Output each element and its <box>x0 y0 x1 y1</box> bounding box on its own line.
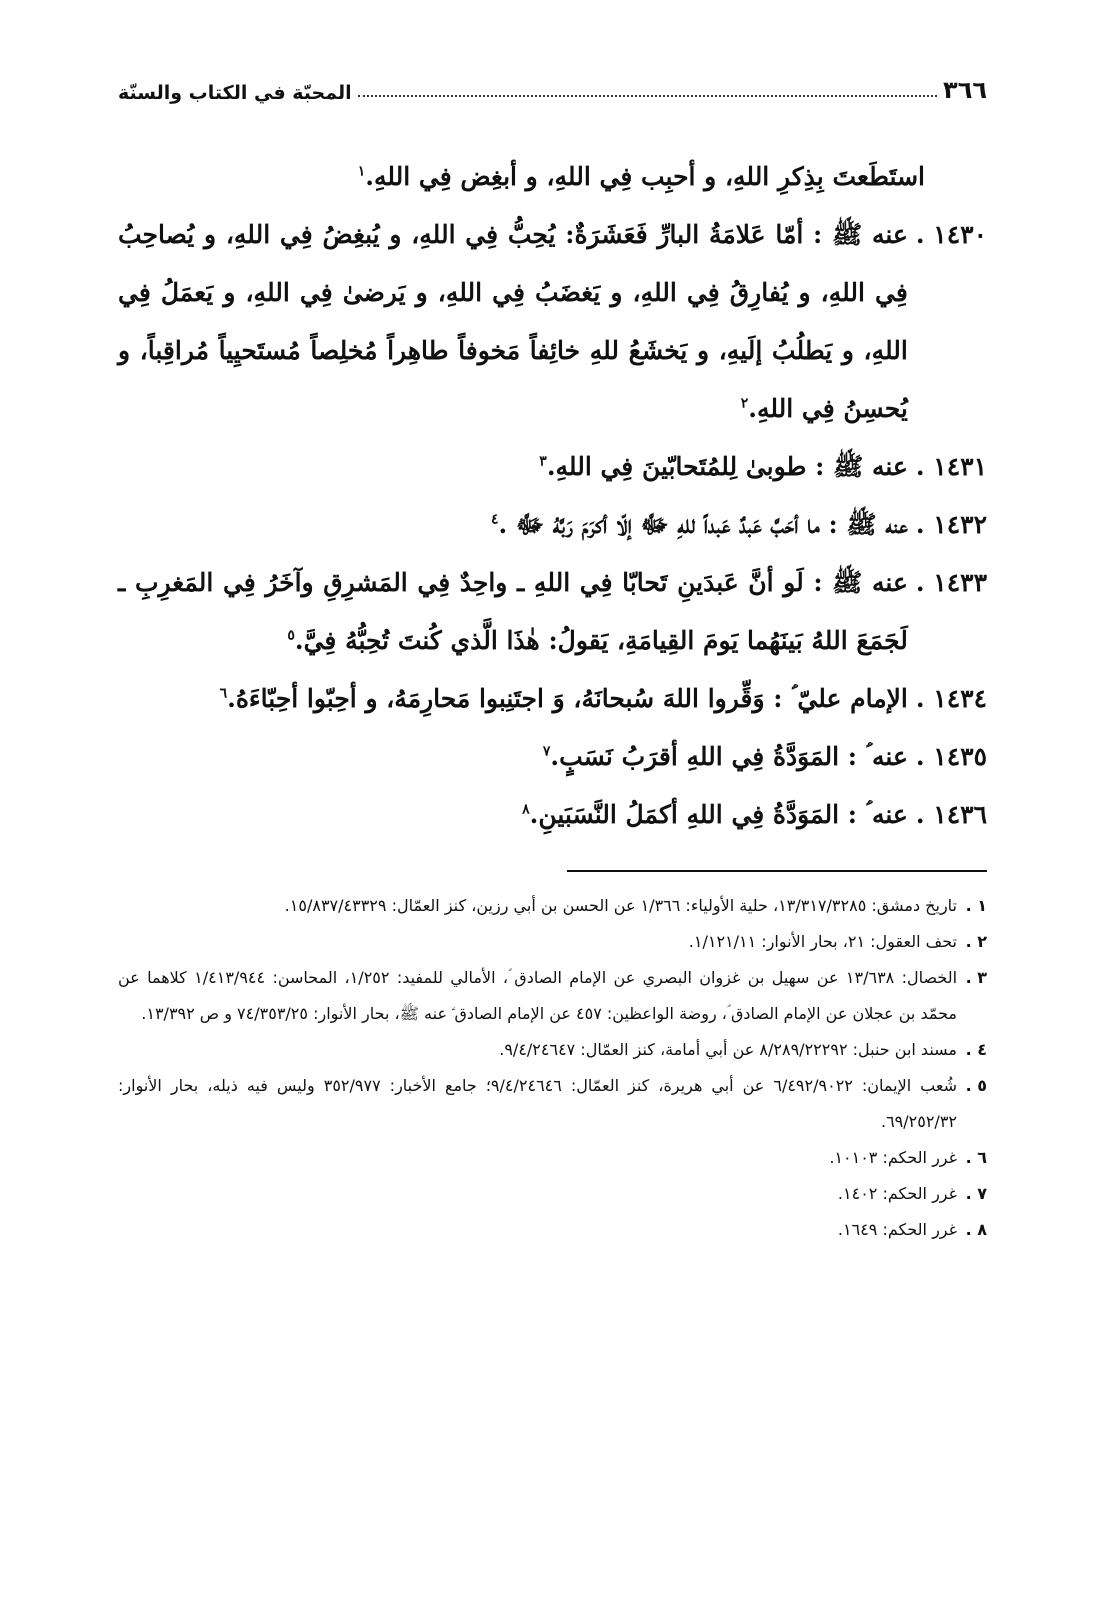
hadith-entry-1433 <box>118 554 987 670</box>
continuation-paragraph <box>118 148 987 206</box>
hadith-number: ١٤٣٦ . <box>915 800 987 829</box>
footnote-ref: ١ <box>357 163 366 180</box>
footnote-1 <box>118 888 987 924</box>
footnote-number: ٨ . <box>965 1220 987 1239</box>
footnote-number: ٧ . <box>965 1184 987 1203</box>
footnote-7 <box>118 1176 987 1212</box>
footnote-ref: ٧ <box>542 743 551 760</box>
footnote-number: ٥ . <box>965 1076 987 1095</box>
running-title: المحبّة في الكتاب والسنّة <box>118 82 352 104</box>
hadith-entry-1430 <box>118 206 987 438</box>
hadith-number: ١٤٣٠ . <box>915 220 987 249</box>
footnote-number: ٤ . <box>965 1040 987 1059</box>
hadith-entry-1436 <box>118 786 987 844</box>
hadith-entry-1432 <box>118 496 987 554</box>
footnote-text: تحف العقول: ٢١، بحار الأنوار: ١/١٢١/١١. <box>688 932 957 951</box>
footnote-number: ٢ . <box>965 932 987 951</box>
footnote-text: شُعب الإيمان: ٦/٤٩٢/٩٠٢٢ عن أبي هريرة، كنز العمّال: ٩/٤/٢٤٦٤٦؛ جامع الأخبار: ٣٥٢/٩٧٧ وليس فيه ذيله، بحار الأنوار: ٦٩/٢٥٢/٣٢. <box>118 1076 957 1131</box>
footnote-number: ٣ . <box>965 968 987 987</box>
footnote-5 <box>118 1068 987 1140</box>
continuation-text: استَطَعتَ بِذِكرِ اللهِ، و أحبِب فِي اللهِ، و أبغِض فِي اللهِ. <box>365 162 925 191</box>
hadith-text: الإمام عليّ ؑ : وَقِّروا اللهَ سُبحانَهُ، وَ اجتَنِبوا مَحارِمَهُ، و أحِبّوا أحِبّاءَهُ.$^٦$ <box>219 684 908 713</box>
footnote-text: غرر الحكم: ١٦٤٩. <box>837 1220 957 1239</box>
hadith-text: عنه ﷺ : لَو أنَّ عَبدَينِ تَحابّا فِي اللهِ ـ واحِدٌ فِي المَشرِقِ وآخَرُ فِي المَغرِبِ ـ لَجَمَعَ اللهُ بَينَهُما يَومَ القِيامَةِ، يَقولُ: هٰذَا الَّذي كُنتَ تُحِبُّهُ فِيَّ.$^٥$ <box>118 568 908 655</box>
hadith-text: عنه ﷺ : ما أحَبَّ عَبدٌ عَبداً للهِ ﷻ إلّا أكرَمَ رَبَّهُ ﷻ .$^٤$ <box>490 510 908 539</box>
footnote-ref: ٣ <box>539 453 547 470</box>
footnote-text: الخصال: ١٣/٦٣٨ عن سهيل بن غزوان البصري عن الإمام الصادق ؑ، الأمالي للمفيد: ١/٢٥٢، المحاسن: ١/٤١٣/٩٤٤ كلاهما عن محمّد بن عجلان عن الإمام الصادق ؑ، روضة الواعظين: ٤٥٧ عن الإمام الصادق ؑ عنه ﷺ، بحار الأنوار: ٧٤/٣٥٣/٢٥ و ص ١٣/٣٩٢. <box>118 968 958 1023</box>
footnote-text: تاريخ دمشق: ١٣/٣١٧/٣٢٨٥، حلية الأولياء: ١/٣٦٦ عن الحسن بن أبي رزين، كنز العمّال: ١٥/٨٣٧/٤٣٣٢٩. <box>284 896 957 915</box>
footnote-3 <box>118 960 987 1032</box>
footnote-number: ٦ . <box>965 1148 987 1167</box>
header-dotted-leader <box>358 95 937 97</box>
hadith-text: عنه ؑ : المَوَدَّةُ فِي اللهِ أقرَبُ نَسَبٍ.$^٧$ <box>542 742 908 771</box>
hadith-entry-1434 <box>118 670 987 728</box>
page-number: ٣٦٦ <box>943 76 987 104</box>
hadith-entry-1435 <box>118 728 987 786</box>
footnote-ref: ٨ <box>522 801 530 818</box>
footnotes <box>118 888 987 1248</box>
footnote-ref: ٤ <box>490 511 499 528</box>
hadith-number: ١٤٣١ . <box>915 452 987 481</box>
footnote-2 <box>118 924 987 960</box>
footnote-number: ١ . <box>965 896 987 915</box>
footnote-text: مسند ابن حنبل: ٨/٢٨٩/٢٢٢٩٢ عن أبي أمامة، كنز العمّال: ٩/٤/٢٤٦٤٧. <box>499 1040 957 1059</box>
page-header <box>118 70 987 104</box>
footnote-text: غرر الحكم: ١٤٠٢. <box>837 1184 957 1203</box>
main-text <box>118 148 987 844</box>
hadith-text: عنه ؑ : المَوَدَّةُ فِي اللهِ أكمَلُ النَّسَبَينِ.$^٨$ <box>522 800 908 829</box>
footnote-ref: ٥ <box>287 627 295 644</box>
footnote-8 <box>118 1212 987 1248</box>
footnote-separator <box>567 870 987 872</box>
footnote-6 <box>118 1140 987 1176</box>
hadith-number: ١٤٣٣ . <box>915 568 987 597</box>
footnote-4 <box>118 1032 987 1068</box>
hadith-text: عنه ﷺ : طوبىٰ لِلمُتَحابّينَ فِي اللهِ.$^٣$ <box>539 452 908 481</box>
hadith-number: ١٤٣٥ . <box>915 742 987 771</box>
hadith-text: عنه ﷺ : أمّا عَلامَةُ البارِّ فَعَشَرَةٌ: يُحِبُّ فِي اللهِ، و يُبغِضُ فِي اللهِ، و يُصاحِبُ فِي اللهِ، و يُفارِقُ فِي اللهِ، و يَغضَبُ فِي اللهِ، و يَرضىٰ فِي اللهِ، و يَعمَلُ فِي اللهِ، و يَطلُبُ إلَيهِ، و يَخشَعُ للهِ خائِفاً مَخوفاً طاهِراً مُخلِصاً مُستَحيِياً مُراقِباً، و يُحسِنُ فِي اللهِ.$^٢$ <box>118 220 908 423</box>
footnote-ref: ٦ <box>219 685 228 702</box>
footnote-text: غرر الحكم: ١٠١٠٣. <box>829 1148 957 1167</box>
footnote-ref: ٢ <box>740 395 749 412</box>
hadith-number: ١٤٣٤ . <box>915 684 987 713</box>
hadith-number: ١٤٣٢ . <box>915 510 987 539</box>
hadith-entry-1431 <box>118 438 987 496</box>
